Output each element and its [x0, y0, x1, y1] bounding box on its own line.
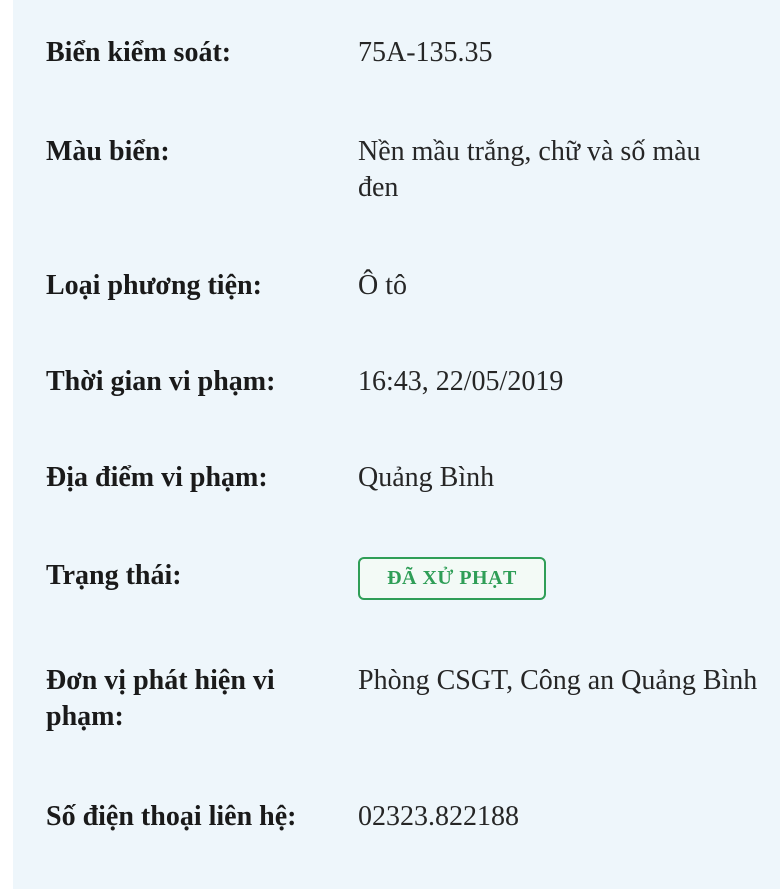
license-plate-value: 75A-135.35 [358, 37, 493, 68]
violation-time-value: 16:43, 22/05/2019 [358, 366, 564, 397]
violation-time-label: Thời gian vi phạm: [46, 366, 276, 397]
detecting-unit-label: Đơn vị phát hiện vi phạm: [46, 665, 275, 732]
contact-phone-value: 02323.822188 [358, 801, 519, 832]
status-badge: ĐÃ XỬ PHẠT [358, 557, 546, 600]
plate-color-value: Nền mầu trắng, chữ và số màu đen [358, 136, 701, 203]
violation-location-value: Quảng Bình [358, 462, 495, 493]
detecting-unit-value: Phòng CSGT, Công an Quảng Bình [358, 665, 758, 696]
vehicle-type-label: Loại phương tiện: [46, 270, 262, 301]
license-plate-label: Biển kiểm soát: [46, 37, 232, 68]
vehicle-type-value: Ô tô [358, 270, 407, 301]
status-label: Trạng thái: [46, 560, 182, 591]
violation-info-panel [13, 0, 780, 889]
violation-location-label: Địa điểm vi phạm: [46, 462, 268, 493]
contact-phone-label: Số điện thoại liên hệ: [46, 801, 297, 832]
plate-color-label: Màu biển: [46, 136, 170, 167]
